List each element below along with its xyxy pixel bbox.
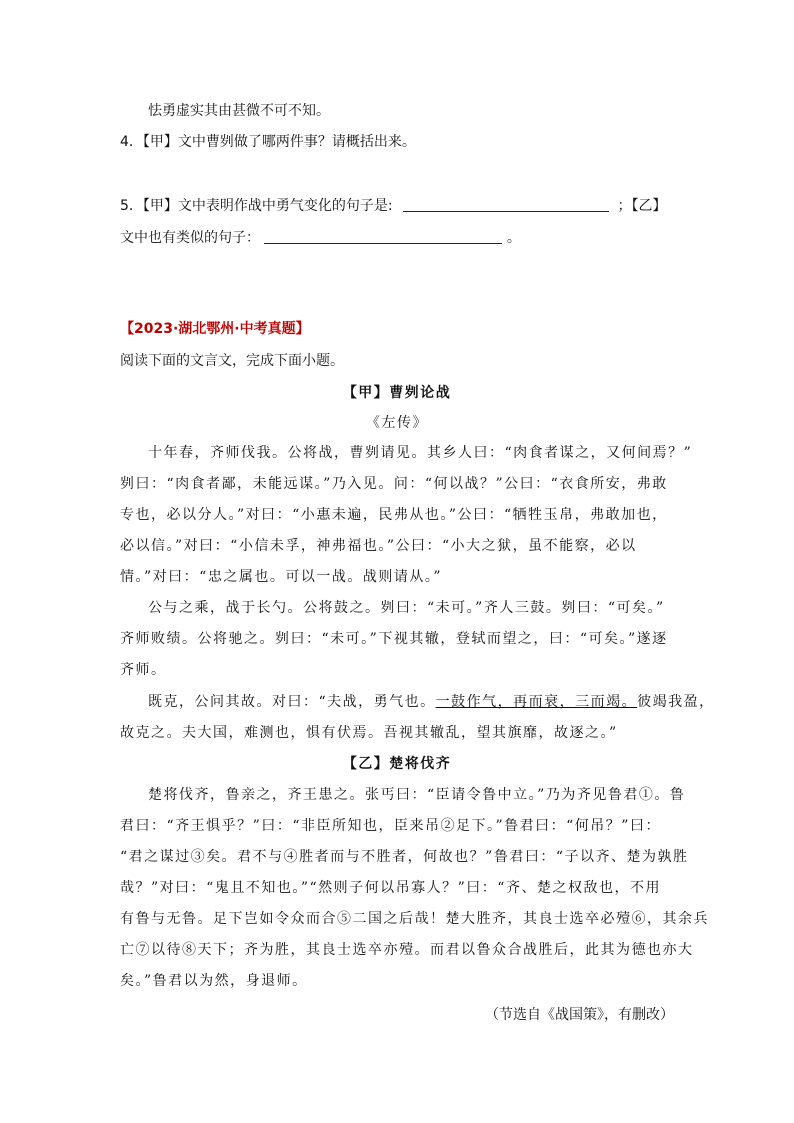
previous-question-tail: 怯勇虚实其由甚微不可不知。 [148,103,330,119]
text-a-line: 情。”对曰：“忠之属也。可以一战。战则请从。” [120,569,442,585]
question-4: 4．【甲】文中曹刿做了哪两件事？请概括出来。 [120,134,416,150]
source-tag: 【2023·湖北鄂州·中考真题】 [120,321,310,337]
text-b-line: 君曰：“齐王惧乎？”曰：“非臣所知也，臣来吊②足下。”鲁君曰：“何吊？”曰： [120,818,661,834]
text-b-line: 矣。”鲁君以为然，身退师。 [120,973,308,989]
question-5-line-2 [120,228,521,248]
text-b-line: 亡⑦以待⑧天下；齐为胜，其良士选卒亦殪。而君以鲁众合战胜后，此其为德也亦大 [120,942,694,958]
text-a-line: 刿曰：“肉食者鄙，未能远谋。”乃入见。问：“何以战？”公曰：“衣食所安，弗敢 [120,476,668,492]
instruction: 阅读下面的文言文，完成下面小题。 [120,353,344,369]
text-a-segment: 既克，公问其故。对曰：“夫战，勇气也。 [148,694,436,710]
answer-blank-2[interactable] [264,229,502,244]
text-b-source: （节选自《战国策》，有删改） [485,1007,674,1023]
question-5-prompt-2: 文中也有类似的句子： [120,230,260,246]
text-a-line: 公与之乘，战于长勺。公将鼓之。刿曰：“未可。”齐人三鼓。刿曰：“可矣。” [148,600,665,616]
text-a-segment: 彼竭我盈， [637,694,715,710]
text-b-line: 哉？”对曰：“鬼且不知也。”“然则子何以吊寡人？”曰：“齐、楚之权敌也，不用 [120,880,661,896]
text-b-heading: 【乙】楚将伐齐 [342,756,452,772]
question-5-separator: ；【乙】 [617,198,667,214]
text-b-line: 楚将伐齐，鲁亲之，齐王患之。张丐曰：“臣请令鲁中立。”乃为齐见鲁君①。鲁 [148,787,686,803]
question-5-end: 。 [506,230,521,246]
text-a-line: 专也，必以分人。”对曰：“小惠未遍，民弗从也。”公曰：“牺牲玉帛，弗敢加也， [120,507,668,523]
text-a-line: 齐师。 [120,662,167,678]
question-5-line-1 [120,196,667,216]
text-b-line: “君之谋过③矣。君不与④胜者而与不胜者，何故也？”鲁君曰：“子以齐、楚为孰胜 [120,849,689,865]
underlined-sentence: 一鼓作气，再而衰，三而竭。 [435,694,638,710]
text-a-author: 《左传》 [366,415,428,431]
text-a-line: 必以信。”对曰：“小信未孚，神弗福也。”公曰：“小大之狱，虽不能察，必以 [120,538,637,554]
text-a-line: 十年春，齐师伐我。公将战，曹刿请见。其乡人曰：“肉食者谋之，又何间焉？” [148,445,693,461]
text-b-line: 有鲁与无鲁。足下岂如令众而合⑤二国之后哉！楚大胜齐，其良士选卒必殪⑥，其余兵 [120,911,709,927]
text-a-line-with-underline [148,692,715,712]
text-a-line: 故克之。夫大国，难测也，惧有伏焉。吾视其辙乱，望其旗靡，故逐之。” [120,725,618,741]
text-a-heading: 【甲】曹刿论战 [342,385,452,401]
text-a-line: 齐师败绩。公将驰之。刿曰：“未可。”下视其辙，登轼而望之，曰：“可矣。”遂逐 [120,631,668,647]
answer-blank-1[interactable] [403,197,609,212]
question-5-prompt: 5．【甲】文中表明作战中勇气变化的句子是: [120,198,393,214]
